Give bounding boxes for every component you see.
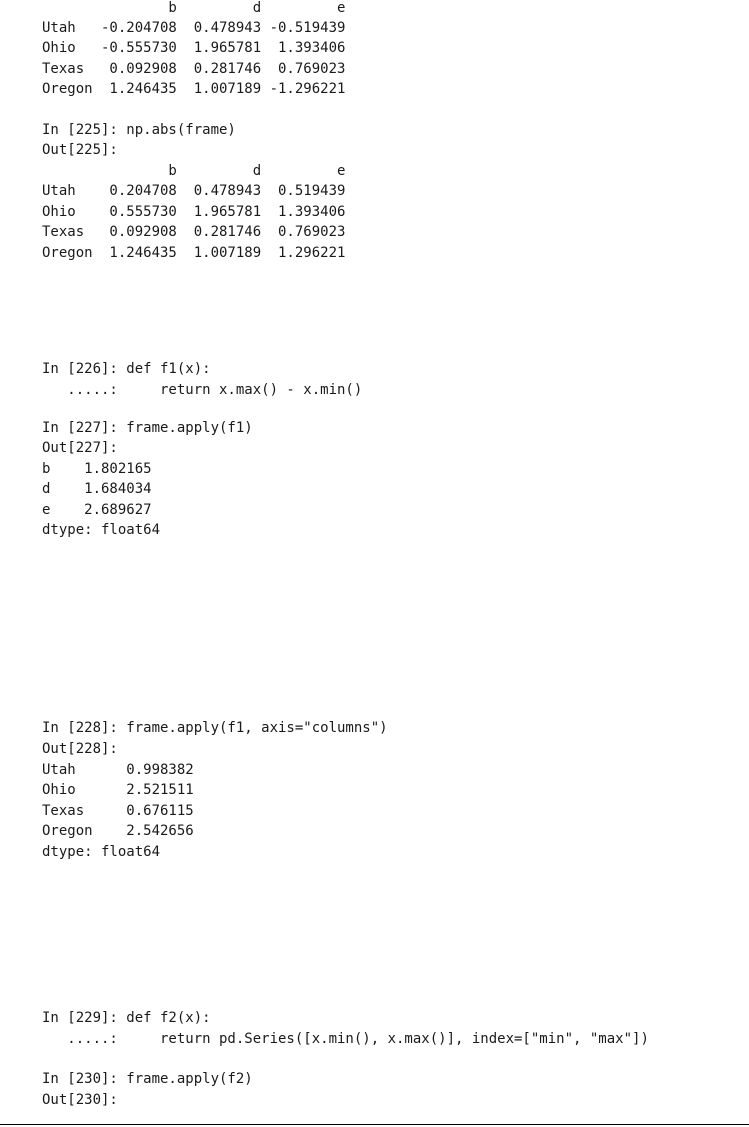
abs-header-row: b d e <box>42 163 346 179</box>
output-228-label: Out[228]: <box>42 741 118 757</box>
input-229-continuation: .....: return pd.Series([x.min(), x.max()], index=["min", "max"]) <box>42 1031 649 1047</box>
output-227-label: Out[227]: <box>42 440 118 456</box>
frame-row-utah: Utah -0.204708 0.478943 -0.519439 <box>42 20 346 36</box>
output-225-label: Out[225]: <box>42 142 118 158</box>
series-dtype-228: dtype: float64 <box>42 844 161 860</box>
page-bottom-rule <box>0 1124 749 1125</box>
series-row-utah: Utah 0.998382 <box>42 762 194 778</box>
series-row-d: d 1.684034 <box>42 481 152 497</box>
input-228: In [228]: frame.apply(f1, axis="columns") <box>42 720 388 736</box>
input-230: In [230]: frame.apply(f2) <box>42 1071 253 1087</box>
abs-row-texas: Texas 0.092908 0.281746 0.769023 <box>42 224 346 240</box>
series-row-e: e 2.689627 <box>42 502 152 518</box>
frame-row-texas: Texas 0.092908 0.281746 0.769023 <box>42 61 346 77</box>
series-dtype-227: dtype: float64 <box>42 522 161 538</box>
output-230-label: Out[230]: <box>42 1092 118 1108</box>
input-225: In [225]: np.abs(frame) <box>42 122 236 138</box>
series-row-oregon: Oregon 2.542656 <box>42 823 194 839</box>
frame-header-row: b d e <box>42 0 346 16</box>
abs-row-utah: Utah 0.204708 0.478943 0.519439 <box>42 183 346 199</box>
frame-row-oregon: Oregon 1.246435 1.007189 -1.296221 <box>42 81 346 97</box>
input-227: In [227]: frame.apply(f1) <box>42 420 253 436</box>
frame-row-ohio: Ohio -0.555730 1.965781 1.393406 <box>42 40 346 56</box>
input-226: In [226]: def f1(x): <box>42 361 211 377</box>
abs-row-ohio: Ohio 0.555730 1.965781 1.393406 <box>42 204 346 220</box>
input-226-continuation: .....: return x.max() - x.min() <box>42 382 363 398</box>
input-229: In [229]: def f2(x): <box>42 1010 211 1026</box>
abs-row-oregon: Oregon 1.246435 1.007189 1.296221 <box>42 245 346 261</box>
series-row-texas: Texas 0.676115 <box>42 803 194 819</box>
series-row-ohio: Ohio 2.521511 <box>42 782 194 798</box>
series-row-b: b 1.802165 <box>42 461 152 477</box>
